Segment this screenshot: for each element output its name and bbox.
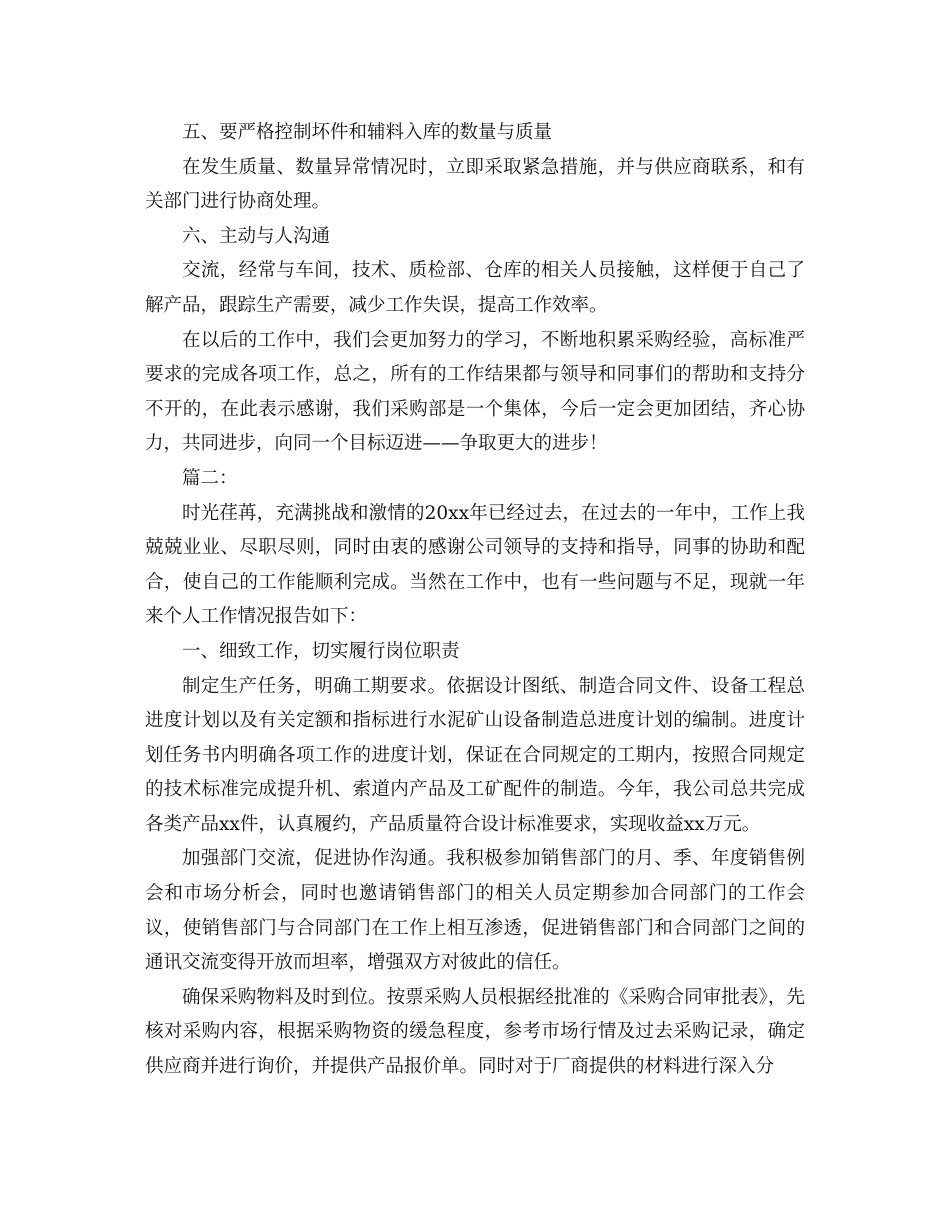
section-heading-6: 六、主动与人沟通 xyxy=(182,225,331,247)
section-heading-5: 五、要严格控制坏件和辅料入库的数量与质量 xyxy=(182,122,553,143)
section-heading-1: 一、细致工作，切实履行岗位职责 xyxy=(182,640,460,662)
paragraph: 加强部门交流，促进协作沟通。我积极参加销售部门的月、季、年度销售例会和市场分析会，同时也邀请销售部门的相关人员定期参加合同部门的工作会议，使销售部门与合同部门在工作上相互渗透，促进销售部门和合同部门之间的通讯交流变得开放而坦率，增强双方对彼此的信任。 xyxy=(145,848,805,974)
paragraph: 时光荏苒，充满挑战和激情的20xx年已经过去，在过去的一年中，工作上我兢兢业业、尽职尽则，同时由衷的感谢公司领导的支持和指导，同事的协助和配合，使自己的工作能顺利完成。当然在工作中，也有一些问题与不足，现就一年来个人工作情况报告如下： xyxy=(145,502,805,628)
document-page xyxy=(145,116,805,1085)
part-two-heading: 篇二： xyxy=(182,467,238,489)
paragraph: 确保采购物料及时到位。按票采购人员根据经批准的《采购合同审批表》，先核对采购内容，根据采购物资的缓急程度，参考市场行情及过去采购记录，确定供应商并进行询价，并提供产品报价单。同时对于厂商提供的材料进行深入分 xyxy=(145,986,805,1078)
paragraph: 在以后的工作中，我们会更加努力的学习，不断地积累采购经验，高标准严要求的完成各项工作，总之，所有的工作结果都与领导和同事们的帮助和支持分不开的，在此表示感谢，我们采购部是一个集体，今后一定会更加团结，齐心协力，共同进步，向同一个目标迈进——争取更大的进步！ xyxy=(145,329,805,455)
paragraph: 制定生产任务，明确工期要求。依据设计图纸、制造合同文件、设备工程总进度计划以及有关定额和指标进行水泥矿山设备制造总进度计划的编制。进度计划任务书内明确各项工作的进度计划，保证在合同规定的工期内，按照合同规定的技术标准完成提升机、索道内产品及工矿配件的制造。今年，我公司总共完成各类产品xx件，认真履约，产品质量符合设计标准要求，实现收益xx万元。 xyxy=(145,675,805,835)
paragraph: 交流，经常与车间，技术、质检部、仓库的相关人员接触，这样便于自己了解产品，跟踪生产需要，减少工作失误，提高工作效率。 xyxy=(145,260,805,316)
paragraph: 在发生质量、数量异常情况时，立即采取紧急措施，并与供应商联系，和有关部门进行协商处理。 xyxy=(145,156,805,213)
